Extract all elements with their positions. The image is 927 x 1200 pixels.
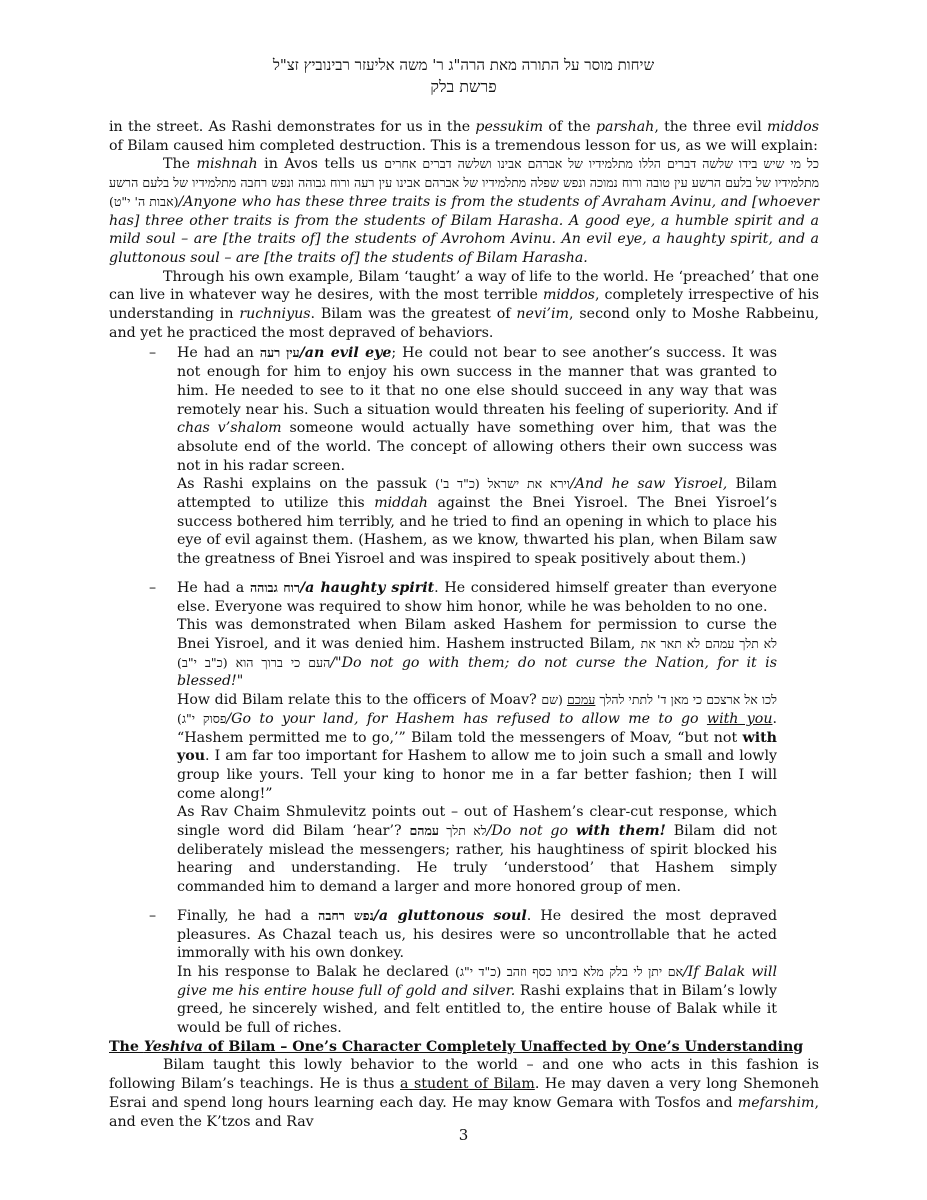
document-body (109, 118, 819, 1131)
list-item-gluttonous-soul: – Finally, he had a נפש רחבה/a gluttonous soul. He desired the most depraved pleasures. As Chazal teach us, his desires were so uncontrollable that he acted immorally with his own donkey. In his response to Balak he declared אם יתן לי בלק מלא ביתו כסף וזהב (כ"ד י"ג)/If Balak will give me his entire house full of gold and silver. Rashi explains that in Bilam’s lowly greed, he sincerely wished, and felt entitled to, the entire house of Balak while it would be full of riches. (149, 907, 778, 1037)
list-item-haughty-spirit: – He had a רוח גבוהה/a haughty spirit. He considered himself greater than everyone else. Everyone was required to show him honor, while he was beholden to no one. This was demonstrated when Bilam asked Hashem for permission to curse the Bnei Yisroel, and it was denied him. Hashem instructed Bilam, לא תלך עמהם לא תאר את העם כי ברוך הוא (כ"ב י"ב)/"Do not go with them; do not curse the Nation, for it is blessed!" How did Bilam relate this to the officers of Moav? לכו אל ארצכם כי מאן ד' לתתי להלך עמכם (שם פסוק י"ג)/Go to your land, for Hashem has refused to allow me to go with you. “Hashem permitted me to go,’” Bilam told the messengers of Moav, “but not with you. I am far too important for Hashem to allow me to join such a small and lowly group like yours. Tell your king to honor me in a far better fashion; then I will come along!” As Rav Chaim Shmulevitz points out – out of Hashem’s clear-cut response, which single word did Bilam ‘hear’? לא תלך עמהם /Do not go with them! Bilam did not deliberately mislead the messengers; rather, his haughtiness of spirit blocked his hearing and understanding. He truly ‘understood’ that Hashem simply commanded him to demand a larger and more honored group of men. (149, 579, 778, 896)
section-heading: The Yeshiva of Bilam – One’s Character Completely Unaffected by One’s Understanding (109, 1038, 804, 1055)
list-dash: – (149, 345, 157, 362)
page-number: 3 (458, 1126, 469, 1144)
list-item-subparagraph: As Rav Chaim Shmulevitz points out – out of Hashem’s clear-cut response, which single word did Bilam ‘hear’? לא תלך עמהם /Do not go with them! Bilam did not deliberately mislead the messengers; rather, his haughtiness of spirit blocked his hearing and understanding. He truly ‘understood’ that Hashem simply commanded him to demand a larger and more honored group of men. (177, 804, 778, 896)
paragraph-bilam-example: Through his own example, Bilam ‘taught’ a way of life to the world. He ‘preached’ that one can live in whatever way he desires, with the most terrible middos, completely irrespective of his understanding in ruchniyus. Bilam was the greatest of nevi’im, second only to Moshe Rabbeinu, and yet he practiced the most depraved of behaviors. (109, 268, 819, 341)
traits-list (109, 344, 819, 1037)
paragraph-mishnah: The mishnah in Avos tells us כל מי שיש בידו שלשה דברים הללו מתלמידיו של אברהם אבינו ושלשה דברים אחרים מתלמידיו של בלעם הרשע עין טובה ורוח נמוכה ונפש שפלה מתלמידיו של אברהם אבינו עין רעה ורוח גבוהה ונפש רחבה מתלמידיו של בלעם הרשע (אבות ה' י"ט)/Anyone who has these three traits is from the students of Avraham Avinu, and [whoever has] three other traits is from the students of Bilam Harasha. A good eye, a humble spirit and a mild soul – are [the traits of] the students of Avrohom Avinu. An evil eye, a haughty spirit, and a gluttonous soul – are [the traits of] the students of Bilam Harasha. (109, 156, 819, 266)
paragraph-yeshiva: Bilam taught this lowly behavior to the world – and one who acts in this fashion is following Bilam’s teachings. He is thus a student of Bilam. He may daven a very long Shemoneh Esrai and spend long hours learning each day. He may know Gemara with Tosfos and mefarshim, and even the K’tzos and Rav (109, 1057, 819, 1130)
list-dash: – (149, 579, 157, 596)
running-header-parsha: פרשת בלק (430, 77, 497, 96)
running-header-title: שיחות מוסר על התורה מאת הרה"ג ר' משה אליעזר רבינוביץ זצ"ל (272, 56, 655, 74)
list-item-evil-eye: – He had an עין רעה/an evil eye; He could not bear to see another’s success. It was not enough for him to enjoy his own success in the manner that was granted to him. He needed to see to it that no one else should succeed in any way that was remotely near his. Such a situation would threaten his feeling of superiority. And if chas v’shalom someone would actually have something over him, that was the absolute end of the world. The concept of allowing others their own success was not in his radar screen. As Rashi explains on the passuk וירא את ישראל (כ"ד ב')/And he saw Yisroel, Bilam attempted to utilize this middah against the Bnei Yisroel. The Bnei Yisroel’s success bothered him terribly, and he tried to find an opening in which to place his eye of evil against them. (Hashem, as we know, thwarted his plan, when Bilam saw the greatness of Bnei Yisroel and was inspired to speak positively about them.) (149, 345, 778, 568)
hebrew-quote: כל מי שיש בידו שלשה דברים הללו מתלמידיו של אברהם אבינו ושלשה דברים אחרים מתלמידיו של בלעם הרשע עין טובה ורוח נמוכה ונפש שפלה מתלמידיו של אברהם אבינו עין רעה ורוח גבוהה ונפש רחבה מתלמידיו של בלעם הרשע (אבות ה' י"ט) (109, 156, 819, 209)
list-item-subparagraph: As Rashi explains on the passuk וירא את ישראל (כ"ד ב')/And he saw Yisroel, Bilam attempted to utilize this middah against the Bnei Yisroel. The Bnei Yisroel’s success bothered him terribly, and he tried to find an opening in which to place his eye of evil against them. (Hashem, as we know, thwarted his plan, when Bilam saw the greatness of Bnei Yisroel and was inspired to speak positively about them.) (177, 476, 777, 568)
list-item-subparagraph: How did Bilam relate this to the officers of Moav? לכו אל ארצכם כי מאן ד' לתתי להלך עמכם (שם פסוק י"ג)/Go to your land, for Hashem has refused to allow me to go with you. “Hashem permitted me to go,’” Bilam told the messengers of Moav, “but not with you. I am far too important for Hashem to allow me to join such a small and lowly group like yours. Tell your king to honor me in a far better fashion; then I will come along!” (177, 692, 777, 802)
list-item-subparagraph: In his response to Balak he declared אם יתן לי בלק מלא ביתו כסף וזהב (כ"ד י"ג)/If Balak will give me his entire house full of gold and silver. Rashi explains that in Bilam’s lowly greed, he sincerely wished, and felt entitled to, the entire house of Balak while it would be full of riches. (177, 963, 777, 1037)
list-item-subparagraph: This was demonstrated when Bilam asked Hashem for permission to curse the Bnei Yisroel, and it was denied him. Hashem instructed Bilam, לא תלך עמהם לא תאר את העם כי ברוך הוא (כ"ב י"ב)/"Do not go with them; do not curse the Nation, for it is blessed!" (177, 617, 777, 690)
paragraph-intro: in the street. As Rashi demonstrates for us in the pessukim of the parshah, the three evil middos of Bilam caused him completed destruction. This is a tremendous lesson for us, as we will explain: (109, 119, 819, 154)
list-dash: – (149, 907, 157, 924)
